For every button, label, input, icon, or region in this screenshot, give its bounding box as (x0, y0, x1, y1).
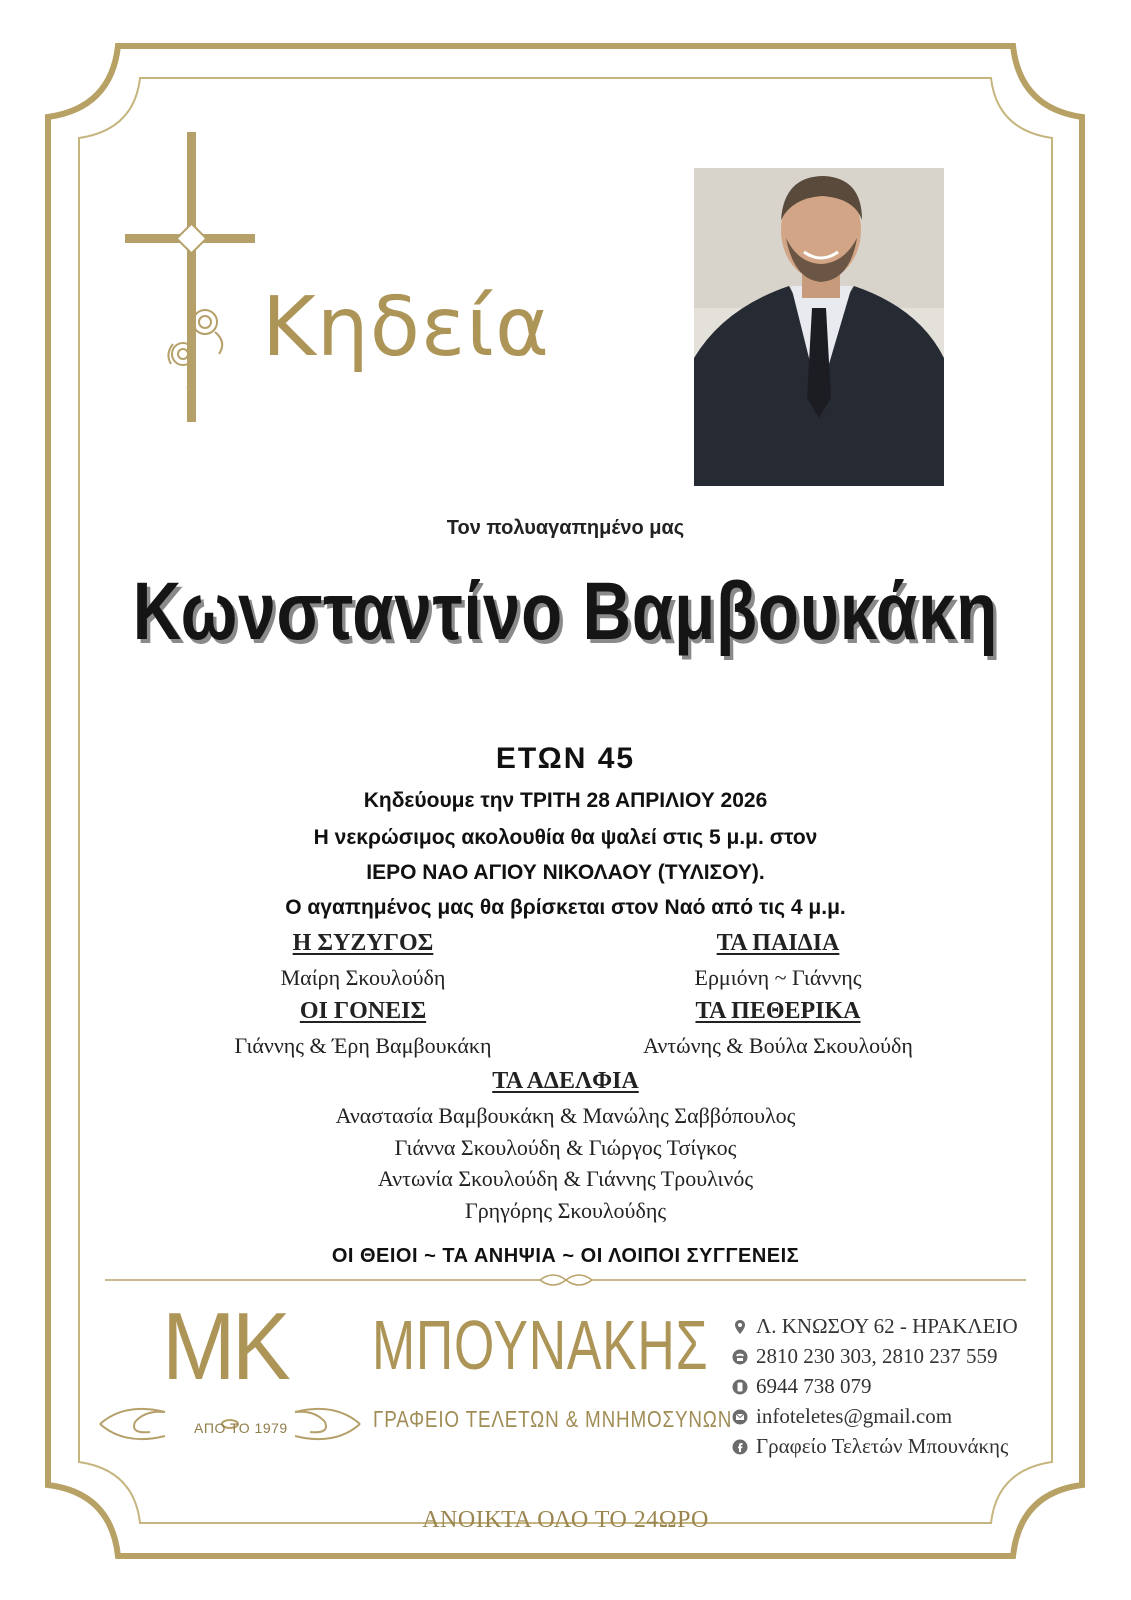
page-title: Κηδεία (262, 280, 551, 375)
parents-names: Γιάννης & Έρη Βαμβουκάκη (234, 1033, 492, 1058)
sibling-line: Αναστασία Βαμβουκάκη & Μανώλης Σαββόπουλος (335, 1103, 796, 1128)
other-relatives: ΟΙ ΘΕΙΟΙ ~ ΤΑ ΑΝΗΨΙΑ ~ ΟΙ ΛΟΙΠΟΙ ΣΥΓΓΕΝΕΙΣ (331, 1245, 800, 1267)
contact-mobile[interactable] (732, 1374, 872, 1399)
funeral-date-line (0, 789, 1131, 813)
in-laws-names: Αντώνης & Βούλα Σκουλούδη (643, 1033, 913, 1058)
logo-letters: MK (162, 1293, 288, 1400)
email-icon (732, 1409, 748, 1425)
location-pin-icon (732, 1319, 748, 1335)
sibling-line: Γιάννα Σκουλούδη & Γιώργος Τσίγκος (394, 1135, 737, 1160)
parents-heading: ΟΙ ΓΟΝΕΙΣ (299, 998, 427, 1024)
spouse-heading: Η ΣΥΖΥΓΟΣ (292, 930, 434, 956)
children-names: Ερμιόνη ~ Γιάννης (694, 965, 862, 990)
portrait-photo (694, 168, 944, 486)
contact-address (732, 1314, 1018, 1339)
logo-since: ΑΠΟ ΤΟ 1979 (194, 1420, 288, 1436)
brand-name: ΜΠΟΥΝΑΚΗΣ (372, 1306, 709, 1384)
in-laws-heading: ΤΑ ΠΕΘΕΡΙΚΑ (695, 998, 861, 1024)
phones-text[interactable]: 2810 230 303, 2810 237 559 (756, 1344, 998, 1368)
intro-text: Τον πολυαγαπημένο μας (446, 517, 685, 539)
sibling-line: Αντωνία Σκουλούδη & Γιάννης Τρουλινός (377, 1166, 754, 1191)
facebook-icon (732, 1439, 748, 1455)
address-text: Λ. ΚΝΩΣΟΥ 62 - ΗΡΑΚΛΕΙΟ (756, 1314, 1018, 1338)
children-heading: ΤΑ ΠΑΙΔΙΑ (716, 930, 840, 956)
contact-phones[interactable] (732, 1344, 998, 1369)
service-time-line: Η νεκρώσιμος ακολουθία θα ψαλεί στις 5 μ.μ. στον (313, 826, 818, 849)
siblings-heading: ΤΑ ΑΔΕΛΦΙΑ (492, 1068, 639, 1094)
brand-subtitle: ΓΡΑΦΕΙΟ ΤΕΛΕΤΩΝ & ΜΝΗΜΟΣΥΝΩΝ (373, 1406, 733, 1432)
church-line: ΙΕΡΟ ΝΑΟ ΑΓΙΟΥ ΝΙΚΟΛΑΟΥ (ΤΥΛΙΣΟΥ). (366, 861, 765, 884)
funeral-date: ΤΡΙΤΗ 28 ΑΠΡΙΛΙΟΥ 2026 (520, 789, 768, 812)
viewing-line: Ο αγαπημένος μας θα βρίσκεται στον Ναό από τις 4 μ.μ. (285, 896, 846, 919)
funeral-date-prefix: Κηδεύουμε την (363, 789, 521, 812)
deceased-name: Κωνσταντίνο Βαμβουκάκη (132, 566, 999, 657)
contact-facebook[interactable] (732, 1434, 1008, 1459)
mobile-text[interactable]: 6944 738 079 (756, 1374, 872, 1398)
spouse-names: Μαίρη Σκουλούδη (280, 965, 446, 990)
age-text: ΕΤΩΝ 45 (495, 742, 636, 775)
cross-icon (125, 132, 265, 432)
phone-icon (732, 1349, 748, 1365)
facebook-text[interactable]: Γραφείο Τελετών Μπουνάκης (756, 1434, 1009, 1458)
email-text[interactable]: infoteletes@gmail.com (756, 1404, 953, 1428)
open-hours: ΑΝΟΙΚΤΑ ΟΛΟ ΤΟ 24ΩΡΟ (422, 1507, 709, 1533)
sibling-line: Γρηγόρης Σκουλούδης (464, 1198, 667, 1223)
mobile-icon (732, 1379, 748, 1395)
contact-email[interactable] (732, 1404, 952, 1429)
